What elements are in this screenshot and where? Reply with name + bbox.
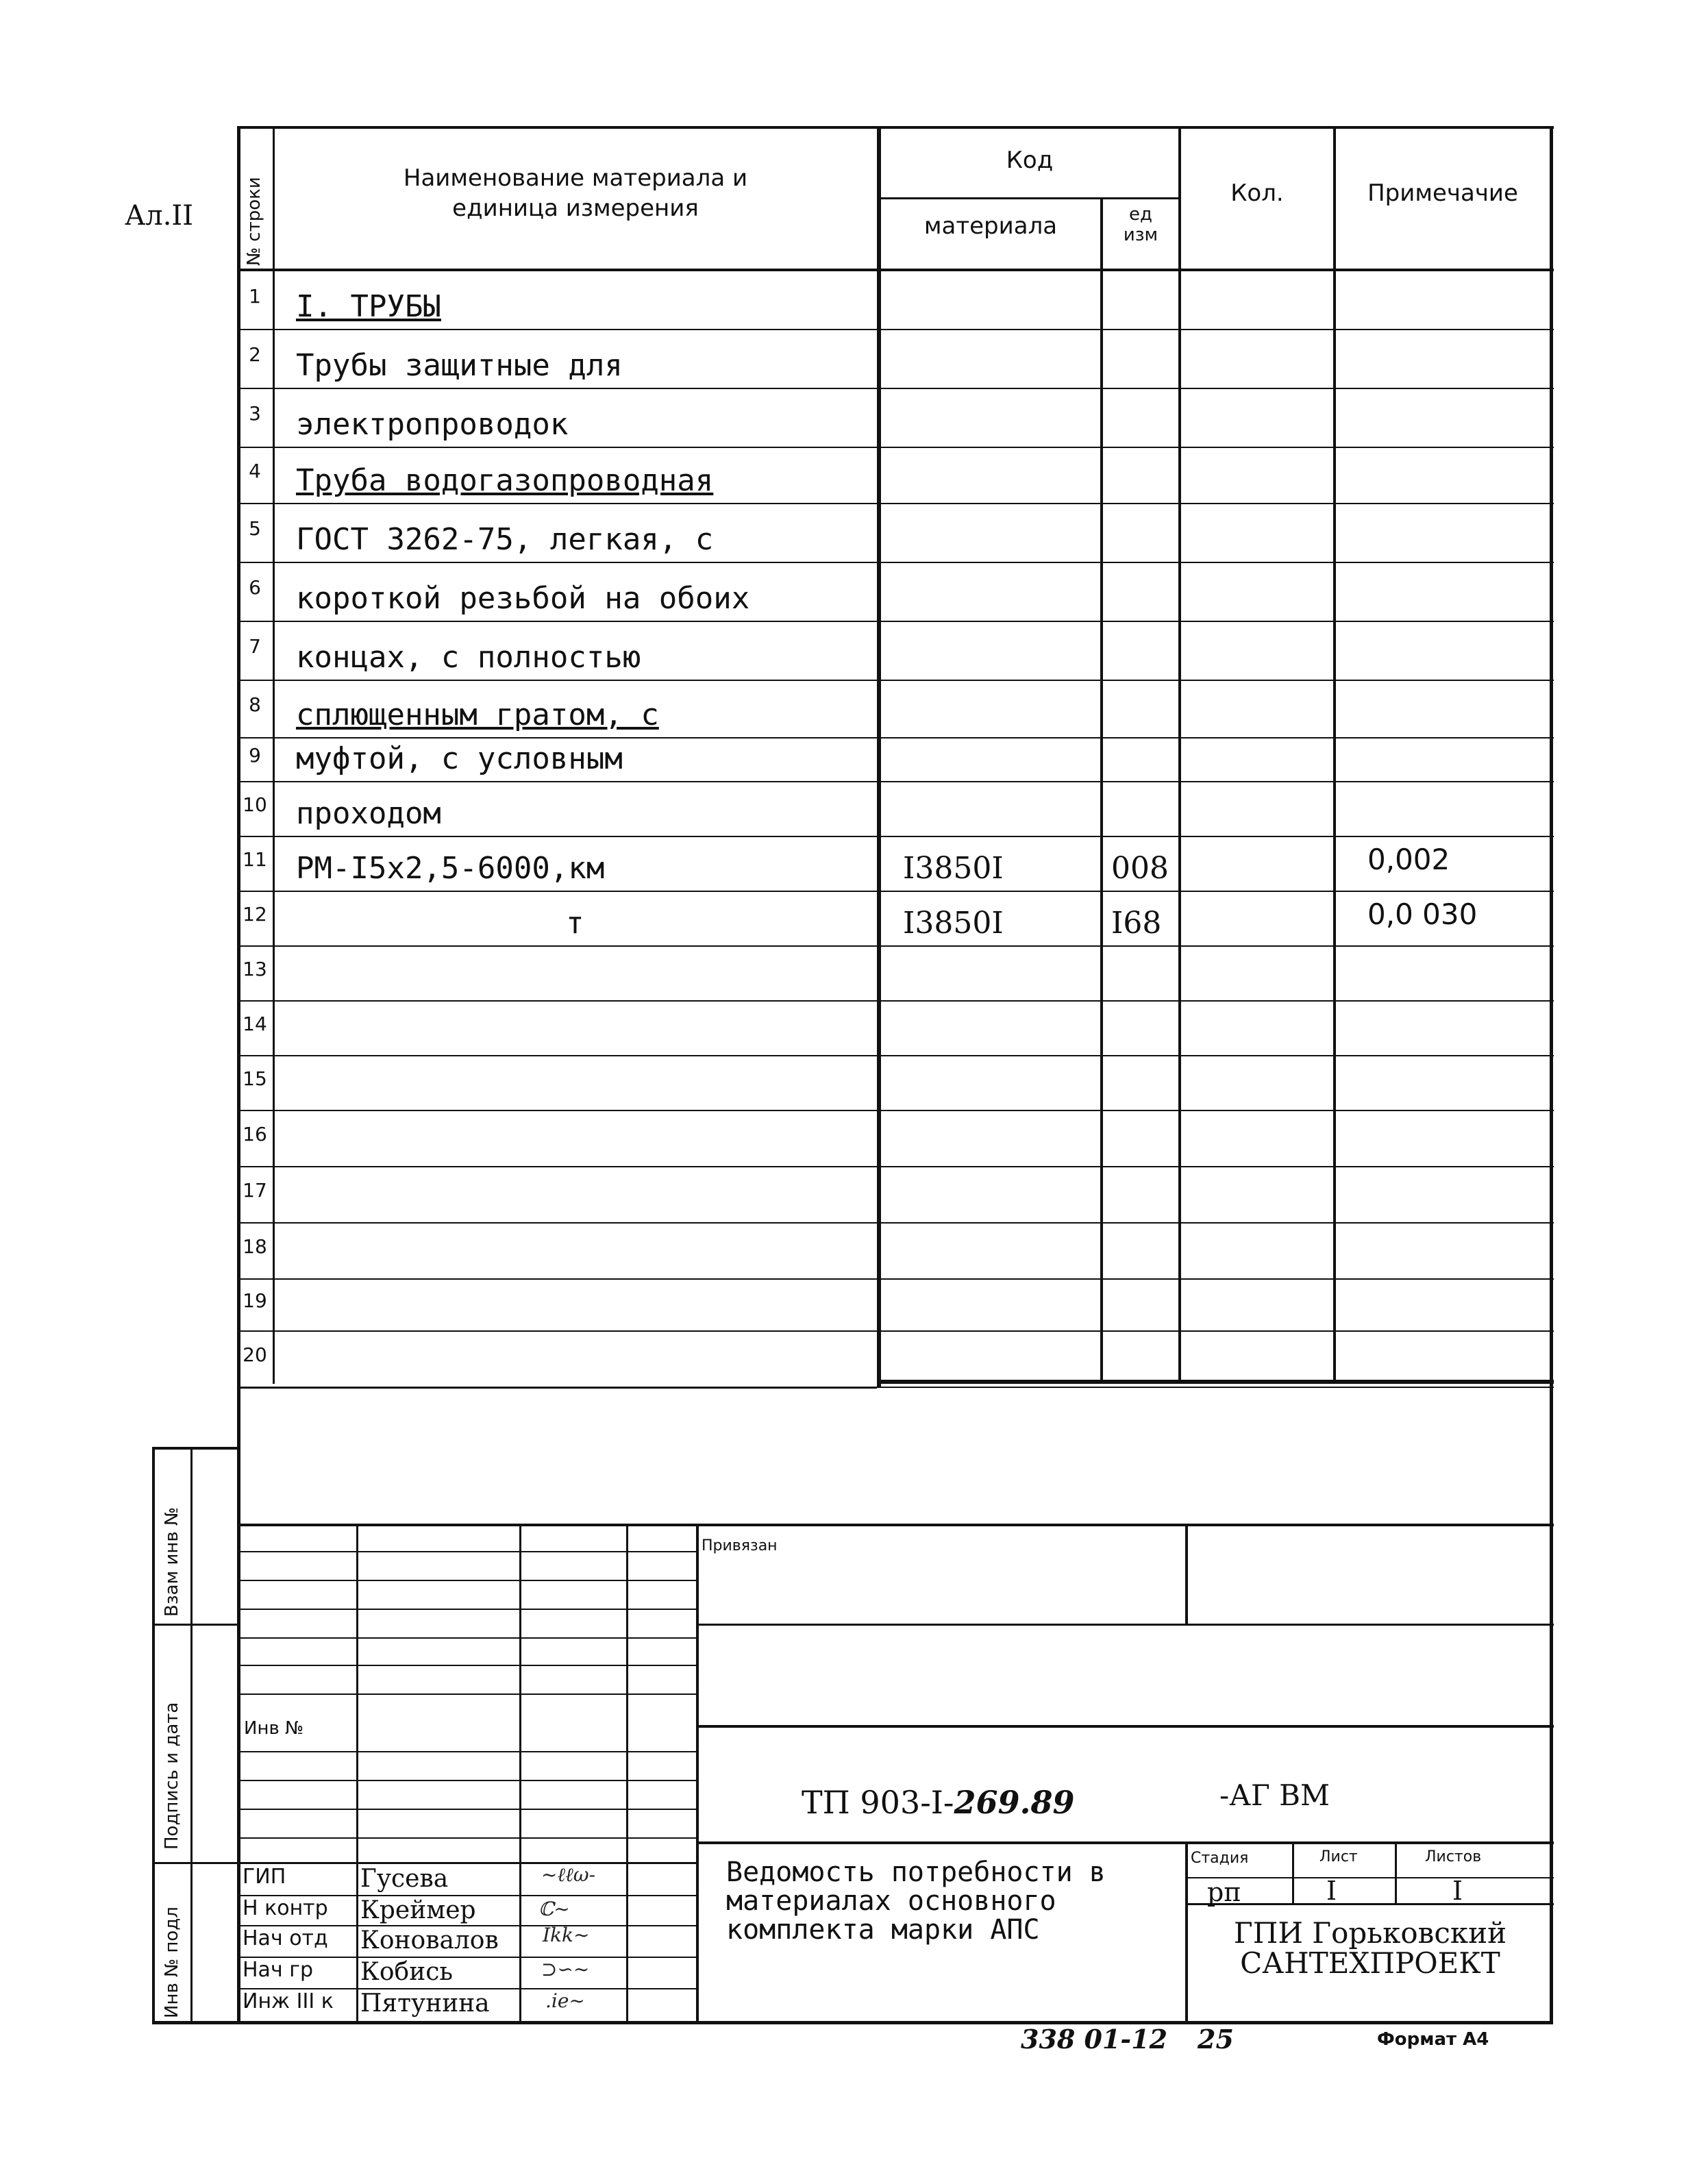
table-row xyxy=(237,503,1554,562)
document-title xyxy=(726,1858,1106,1944)
material-name-cell: Труба водогазопроводная xyxy=(296,463,714,498)
signature-mark-4: ⊃∽∼ xyxy=(541,1958,590,1981)
sheet-label-header: Лист xyxy=(1319,1848,1358,1865)
signature-person: Пятунина xyxy=(360,1989,490,2018)
material-name-cell: I. ТРУБЫ xyxy=(296,289,441,324)
table-row xyxy=(237,1166,1554,1222)
row-number: 18 xyxy=(243,1235,267,1258)
signature-role: Инж III к xyxy=(243,1989,334,2013)
material-name-cell: Трубы защитные для xyxy=(296,348,623,383)
document-title-line1: Ведомость потребности в xyxy=(726,1857,1106,1888)
header-code: Код xyxy=(1006,147,1054,174)
table-row xyxy=(237,737,1554,781)
footer-hand-code: 338 01-12 xyxy=(1021,2024,1168,2055)
signature-mark-1: ~ℓℓω- xyxy=(541,1863,596,1886)
row-number: 12 xyxy=(243,903,267,926)
organization-line2: САНТЕХПРОЕКТ xyxy=(1240,1946,1500,1980)
stamp-inv-podl: Инв № подл xyxy=(162,1907,182,2018)
table-row xyxy=(237,1000,1554,1055)
material-name-cell: концах, с полностью xyxy=(296,640,641,675)
table-row xyxy=(237,781,1554,836)
material-name-cell: сплющенным гратом, с xyxy=(296,697,659,732)
document-code xyxy=(802,1784,1075,1821)
header-name xyxy=(274,163,877,223)
row-number: 1 xyxy=(249,285,261,308)
format-label: Формат А4 xyxy=(1377,2029,1489,2050)
header-name-line2: единица измерения xyxy=(452,195,699,222)
note-cell: 0,0 030 xyxy=(1367,897,1478,931)
document-code-handwritten: 269.89 xyxy=(954,1784,1075,1821)
table-row xyxy=(237,945,1554,1000)
stage-value: рп xyxy=(1207,1877,1241,1907)
header-material: материала xyxy=(923,212,1058,240)
row-number: 2 xyxy=(249,343,261,366)
table-row xyxy=(237,1278,1554,1330)
row-number: 20 xyxy=(243,1343,267,1366)
row-number: 3 xyxy=(249,402,261,425)
signature-person: Креймер xyxy=(360,1896,476,1924)
row-number: 5 xyxy=(249,517,261,540)
stamp-podpis: Подпись и дата xyxy=(162,1702,182,1850)
row-number: 19 xyxy=(243,1289,267,1312)
document-suffix: -АГ ВМ xyxy=(1219,1778,1330,1812)
signature-role: Нач гр xyxy=(243,1958,314,1982)
signature-role: Нач отд xyxy=(243,1926,328,1950)
document-code-prefix: ТП 903-I- xyxy=(802,1784,954,1821)
row-number: 17 xyxy=(243,1179,267,1202)
row-number: 6 xyxy=(249,576,261,599)
organization xyxy=(1191,1918,1550,1978)
table-row xyxy=(237,680,1554,737)
header-unit-line2: изм xyxy=(1123,225,1158,245)
privyazan-label: Привязан xyxy=(702,1537,778,1554)
signature-person: Гусева xyxy=(360,1865,449,1893)
table-row xyxy=(237,447,1554,503)
row-number: 7 xyxy=(249,635,261,658)
row-number: 4 xyxy=(249,460,261,482)
header-row-no: № строки xyxy=(244,177,264,266)
organization-line1: ГПИ Горьковский xyxy=(1233,1916,1507,1950)
row-separator xyxy=(237,1387,1554,1388)
row-number: 13 xyxy=(243,958,267,980)
inv-no-label: Инв № xyxy=(244,1718,304,1739)
table-row xyxy=(237,1055,1554,1110)
material-name-cell: т xyxy=(566,906,584,941)
signature-role: ГИП xyxy=(243,1865,286,1889)
stage-label: Стадия xyxy=(1191,1850,1249,1867)
document-title-line3: комплекта марки АПС xyxy=(726,1914,1040,1946)
table-row xyxy=(237,1222,1554,1278)
header-note: Примечачие xyxy=(1367,179,1518,207)
table-row xyxy=(237,1330,1554,1387)
sheet-value: I xyxy=(1326,1876,1337,1906)
header-name-line1: Наименование материала и xyxy=(403,164,748,192)
table-row xyxy=(237,271,1554,329)
unit-code-cell: 008 xyxy=(1111,851,1169,886)
table-row xyxy=(237,621,1554,680)
row-number: 15 xyxy=(243,1067,267,1090)
material-name-cell: РМ-I5х2,5-6000,км xyxy=(296,851,605,886)
material-code-cell: I3850I xyxy=(903,906,1004,941)
signature-mark-5: .ie∼ xyxy=(545,1989,585,2012)
signature-mark-2: ℂ∼ xyxy=(538,1898,570,1920)
sheets-value: I xyxy=(1452,1876,1463,1906)
material-name-cell: ГОСТ 3262-75, легкая, с xyxy=(296,522,714,557)
row-number: 11 xyxy=(243,848,267,871)
material-name-cell: проходом xyxy=(296,796,441,831)
table-row xyxy=(237,562,1554,621)
table-row xyxy=(237,329,1554,388)
row-number: 10 xyxy=(243,793,267,816)
signature-person: Коновалов xyxy=(360,1926,499,1955)
note-cell: 0,002 xyxy=(1367,843,1450,876)
sheets-label-header: Листов xyxy=(1425,1848,1482,1865)
document-title-line2: материалах основного xyxy=(726,1885,1056,1917)
stamp-vzam: Взам инв № xyxy=(162,1507,182,1617)
material-name-cell: электропроводок xyxy=(296,407,569,442)
sheet-label: Ал.II xyxy=(125,200,194,232)
row-number: 16 xyxy=(243,1123,267,1145)
signature-person: Кобись xyxy=(360,1958,453,1986)
row-number: 14 xyxy=(243,1013,267,1035)
signature-mark-3: Ikk∼ xyxy=(543,1924,590,1946)
row-number: 8 xyxy=(249,693,261,716)
row-number: 9 xyxy=(249,744,261,767)
material-name-cell: муфтой, с условным xyxy=(296,741,623,776)
material-name-cell: короткой резьбой на обоих xyxy=(296,581,750,616)
footer-hand-number: 25 xyxy=(1198,2024,1234,2055)
material-code-cell: I3850I xyxy=(903,851,1004,886)
header-unit xyxy=(1103,204,1178,245)
unit-code-cell: I68 xyxy=(1111,906,1162,941)
table-row xyxy=(237,1110,1554,1166)
table-row xyxy=(237,388,1554,447)
table-row xyxy=(237,891,1554,945)
header-unit-line1: ед xyxy=(1129,204,1152,225)
signature-role: Н контр xyxy=(243,1896,328,1920)
header-qty: Кол. xyxy=(1230,179,1284,207)
table-row xyxy=(237,836,1554,891)
